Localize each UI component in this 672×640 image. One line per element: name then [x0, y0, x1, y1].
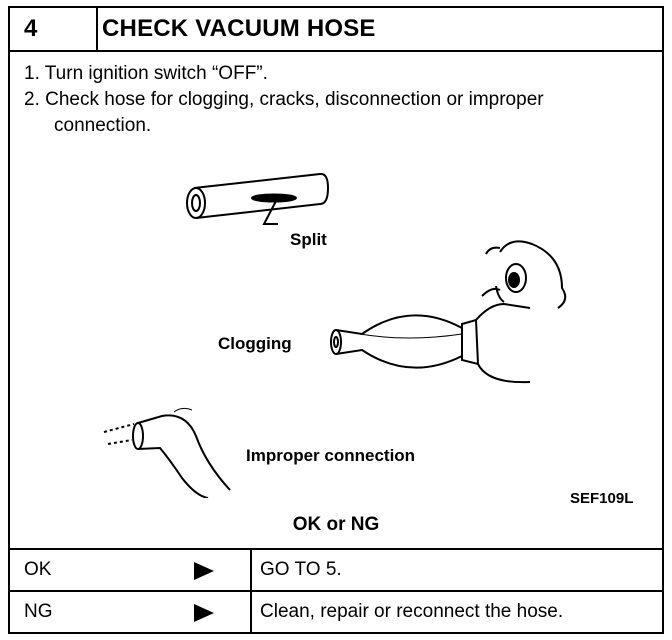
- instruction-1: 1. Turn ignition switch “OFF”.: [24, 63, 268, 84]
- vacuum-hose-illustration: [10, 168, 662, 507]
- split-hose-drawing: [187, 174, 328, 224]
- procedure-frame: [8, 6, 664, 634]
- instruction-2: 2. Check hose for clogging, cracks, disconnection or improper: [24, 89, 544, 110]
- clogging-label: Clogging: [218, 334, 292, 353]
- clogging-hose-drawing: [331, 241, 565, 382]
- step-header: [10, 8, 662, 52]
- column-divider: [250, 550, 252, 590]
- instruction-2-continued: connection.: [54, 115, 152, 136]
- ok-or-ng-heading: OK or NG: [292, 514, 380, 535]
- result-action: Clean, repair or reconnect the hose.: [260, 601, 564, 622]
- arrow-right-icon: [194, 562, 214, 580]
- arrow-right-icon: [194, 604, 214, 622]
- result-condition: NG: [24, 601, 53, 622]
- step-title: CHECK VACUUM HOSE: [102, 15, 376, 42]
- result-condition: OK: [24, 559, 52, 580]
- result-row-ok: [10, 548, 662, 590]
- step-number: 4: [10, 8, 98, 50]
- split-label: Split: [290, 230, 327, 249]
- improper-connection-drawing: [104, 408, 230, 498]
- column-divider: [250, 592, 252, 632]
- improper-connection-label: Improper connection: [246, 446, 416, 465]
- result-action: GO TO 5.: [260, 559, 342, 580]
- figure-code: SEF109L: [570, 490, 634, 507]
- result-row-ng: [10, 590, 662, 632]
